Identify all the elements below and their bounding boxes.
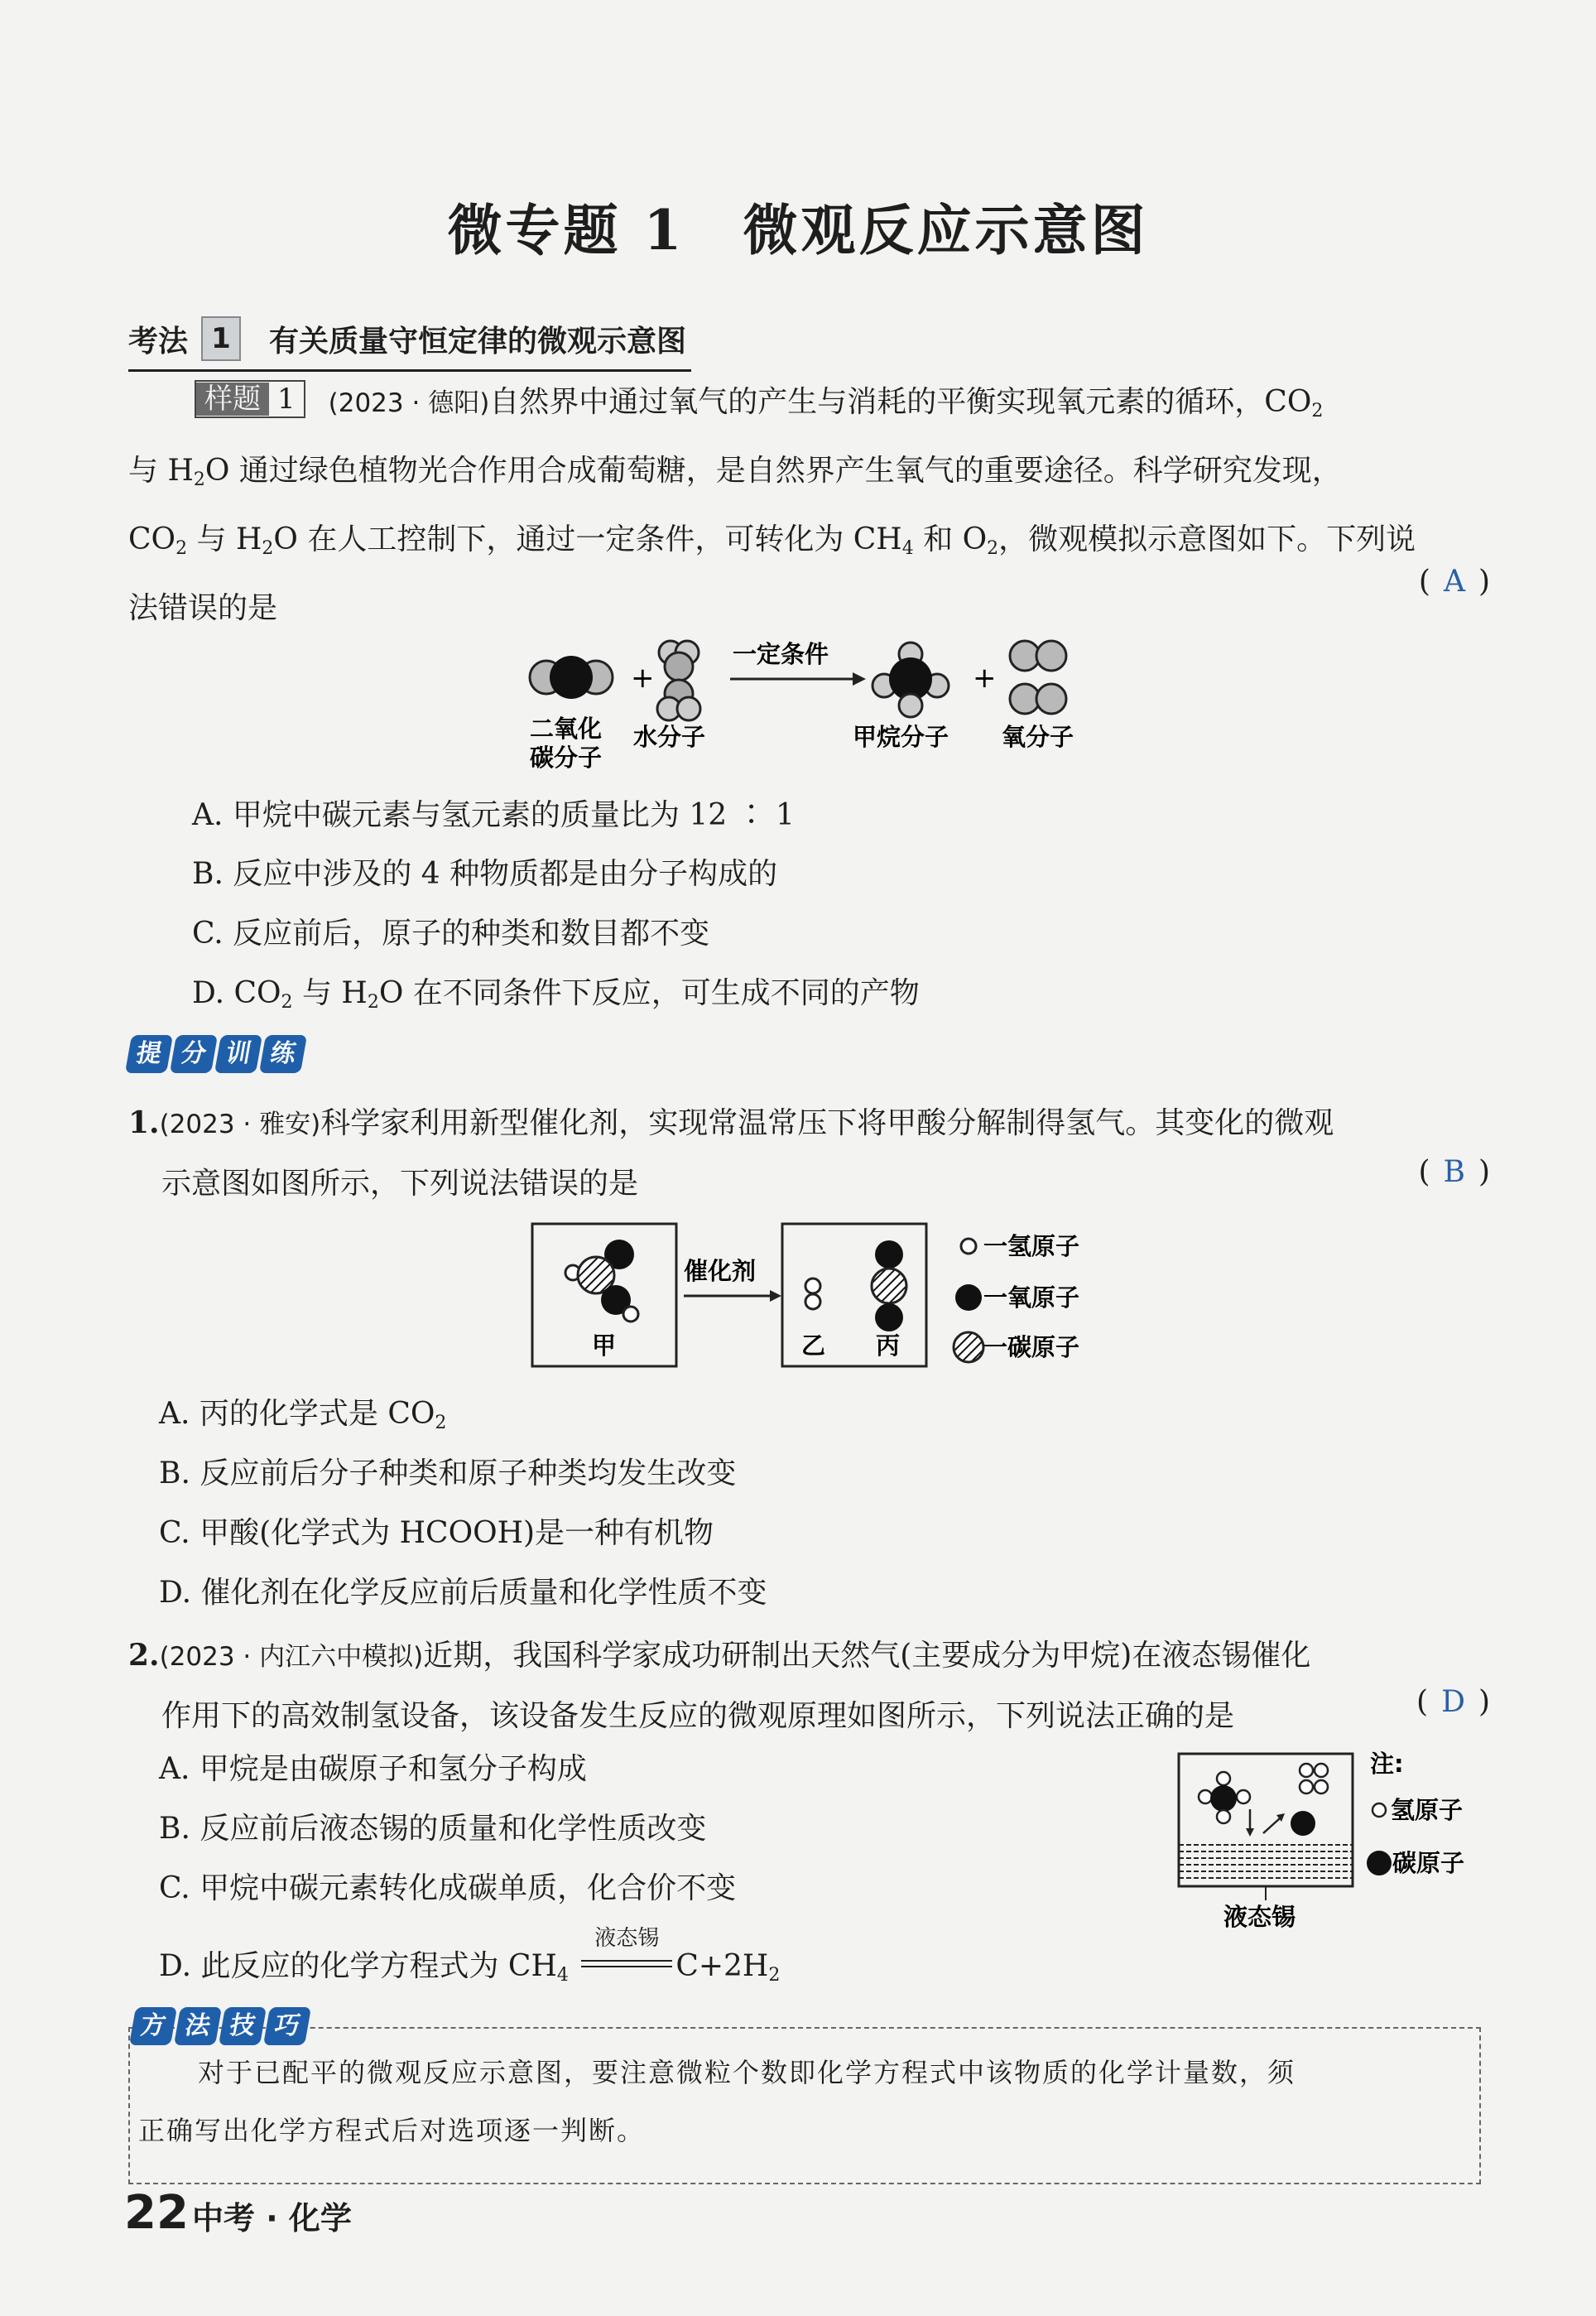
method-label: 考法 xyxy=(128,324,189,359)
hydrogen-molecule xyxy=(805,1278,820,1309)
methane-in-reactor xyxy=(1199,1772,1250,1823)
q2-line-1: 2.(2023 · 内江六中模拟)近期，我国科学家成功研制出天然气(主要成分为甲烷)在液态锡催化 xyxy=(128,1638,1311,1673)
legend-carbon-icon-2 xyxy=(1367,1851,1392,1875)
q1-answer: ( B ) xyxy=(1418,1155,1490,1189)
sample-answer: ( A ) xyxy=(1418,565,1490,599)
q1-line-1: 1.(2023 · 雅安)科学家利用新型催化剂，实现常温常压下将甲酸分解制得氢气。其变化的微观 xyxy=(128,1105,1334,1140)
label-co2-line2: 碳分子 xyxy=(530,744,603,772)
q2-option-d: D. 此反应的化学方程式为 $CH_4$ 液态锡 $C+2H_2$ xyxy=(159,1942,780,2001)
training-tag: 提 分 训 练 xyxy=(128,1035,304,1073)
q2-option-b: B. 反应前后液态锡的质量和化学性质改变 xyxy=(159,1812,707,1846)
co2-product-molecule xyxy=(872,1240,906,1331)
tips-tag: 方 法 技 巧 xyxy=(132,2007,308,2045)
sample-line-1: 样题 1 (2023 · 德阳)自然界中通过氧气的产生与消耗的平衡实现氧元素的循环，$CO_2$ xyxy=(128,373,1486,441)
legend-hydrogen-icon-2 xyxy=(1372,1803,1386,1817)
legend-oxygen-icon xyxy=(955,1284,982,1311)
sample-line-3: $CO_2$ 与 $H_2O$ 在人工控制下，通过一定条件，可转化为 $CH_4$ 和 $O_2$，微观模拟示意图如下。下列说 xyxy=(128,522,1416,559)
label-yi: 乙 xyxy=(801,1331,826,1360)
sample-reaction-diagram xyxy=(505,629,1101,778)
label-jia: 甲 xyxy=(592,1331,617,1360)
label-bing: 丙 xyxy=(876,1331,901,1360)
sample-option-a: A. 甲烷中碳元素与氢元素的质量比为 12 ∶ 1 xyxy=(192,798,795,832)
sample-option-b: B. 反应中涉及的 4 种物质都是由分子构成的 xyxy=(192,857,778,891)
legend-carbon: 一碳原子 xyxy=(983,1333,1080,1361)
sample-option-d: D. $CO_2$ 与 $H_2O$ 在不同条件下反应，可生成不同的产物 xyxy=(192,976,920,1013)
sample-line-4: 法错误的是 xyxy=(128,591,278,625)
q1-option-d: D. 催化剂在化学反应前后质量和化学性质不变 xyxy=(159,1576,767,1610)
q1-option-a: A. 丙的化学式是 $CO_2$ xyxy=(159,1397,447,1433)
plus-sign-2: + xyxy=(973,662,997,695)
liquid-tin-layer xyxy=(1179,1845,1353,1878)
label-water: 水分子 xyxy=(633,723,706,751)
water-molecules xyxy=(657,641,700,720)
legend-hydrogen-2: 氢原子 xyxy=(1391,1796,1464,1824)
q2-diagram xyxy=(1175,1747,1490,1938)
co2-molecule xyxy=(530,656,613,699)
q1-line-2: 示意图如图所示，下列说法错误的是 xyxy=(161,1167,639,1201)
label-oxygen: 氧分子 xyxy=(1002,723,1074,751)
q1-option-b: B. 反应前后分子种类和原子种类均发生改变 xyxy=(159,1457,737,1490)
catalyst-label: 催化剂 xyxy=(684,1257,757,1285)
label-co2-line1: 二氧化 xyxy=(530,715,603,743)
method-title: 有关质量守恒定律的微观示意图 xyxy=(269,324,687,359)
q2-answer: ( D ) xyxy=(1416,1685,1490,1719)
footer-subject: 中考 · 化学 xyxy=(192,2200,352,2237)
reaction-condition-arrow: 液态锡 xyxy=(578,1942,675,1991)
legend-carbon-icon xyxy=(954,1332,983,1362)
condition-label: 一定条件 xyxy=(733,640,829,668)
sample-source: (2023 · 德阳) xyxy=(328,388,490,418)
method-heading xyxy=(128,316,691,372)
q2-option-a: A. 甲烷是由碳原子和氢分子构成 xyxy=(159,1752,587,1786)
carbon-product xyxy=(1291,1811,1315,1836)
sample-option-c: C. 反应前后，原子的种类和数目都不变 xyxy=(192,917,710,951)
q2-option-c: C. 甲烷中碳元素转化成碳单质，化合价不变 xyxy=(159,1871,737,1905)
q1-diagram xyxy=(530,1221,1126,1370)
q1-option-c: C. 甲酸(化学式为 HCOOH)是一种有机物 xyxy=(159,1516,714,1550)
method-number: 1 xyxy=(201,316,241,361)
legend-hydrogen-icon xyxy=(961,1239,976,1254)
sample-line-2: 与 $H_2O$ 通过绿色植物光合作用合成葡萄糖，是自然界产生氧气的重要途径。科学研究发现， xyxy=(128,454,1342,490)
tips-line-2: 正确写出化学方程式后对选项逐一判断。 xyxy=(138,2115,646,2146)
legend-oxygen: 一氧原子 xyxy=(983,1283,1080,1312)
question-1 xyxy=(128,1093,1486,1214)
plus-sign-1: + xyxy=(631,662,655,695)
oxygen-molecules xyxy=(1010,641,1066,714)
sample-tag: 样题 1 xyxy=(195,380,305,418)
page-number: 22 xyxy=(124,2186,189,2240)
sample-question xyxy=(128,373,1486,638)
question-2 xyxy=(128,1625,1486,1746)
legend-note: 注: xyxy=(1370,1750,1404,1778)
tips-box xyxy=(128,2027,1481,2184)
tips-text xyxy=(138,2044,1471,2160)
label-liquid-tin: 液态锡 xyxy=(1223,1903,1296,1931)
methane-molecule xyxy=(873,643,949,717)
q2-line-2: 作用下的高效制氢设备，该设备发生反应的微观原理如图所示，下列说法正确的是 xyxy=(161,1699,1235,1733)
label-methane: 甲烷分子 xyxy=(853,723,949,751)
page-title: 微专题 1 微观反应示意图 xyxy=(447,198,1149,262)
legend-carbon-2: 碳原子 xyxy=(1392,1849,1465,1877)
legend-hydrogen: 一氢原子 xyxy=(983,1232,1080,1260)
formic-acid-molecule xyxy=(565,1240,638,1322)
tips-line-1: 对于已配平的微观反应示意图，要注意微粒个数即化学方程式中该物质的化学计量数，须 xyxy=(198,2057,1296,2088)
hydrogen-molecules-product xyxy=(1300,1764,1328,1794)
